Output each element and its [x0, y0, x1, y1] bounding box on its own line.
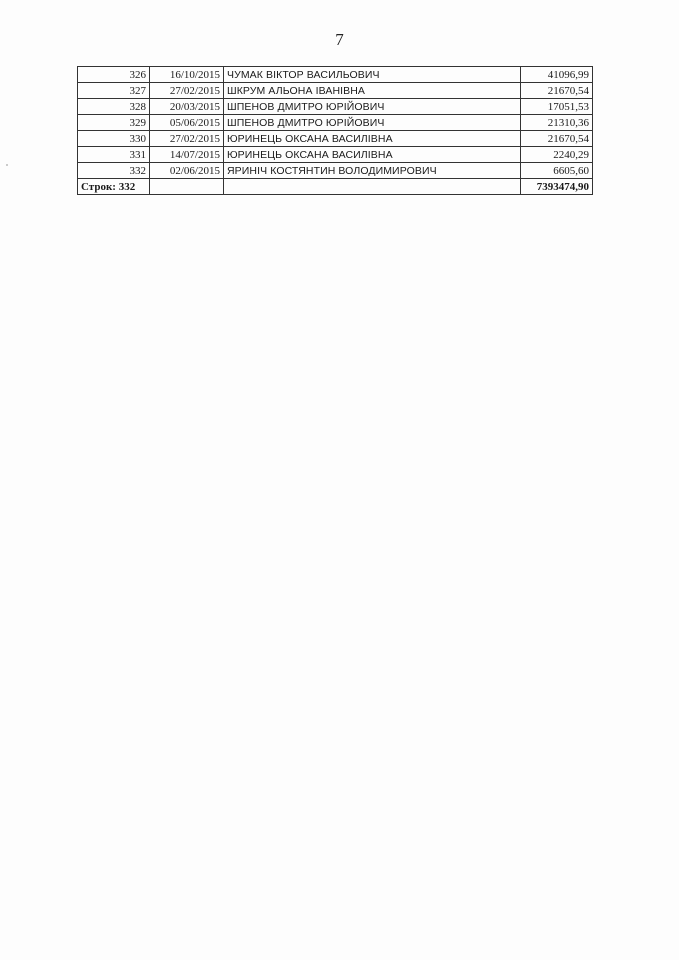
- row-number-cell: 331: [78, 147, 150, 163]
- total-label-cell: Строк: 332: [78, 179, 150, 195]
- payments-table-body: [78, 67, 593, 195]
- row-name-cell: ЯРИНІЧ КОСТЯНТИН ВОЛОДИМИРОВИЧ: [223, 163, 520, 179]
- total-empty-date-cell: [149, 179, 223, 195]
- total-empty-name-cell: [223, 179, 520, 195]
- row-date-cell: 16/10/2015: [149, 67, 223, 83]
- row-date-cell: 20/03/2015: [149, 99, 223, 115]
- row-date-cell: 05/06/2015: [149, 115, 223, 131]
- row-name-cell: ШКРУМ АЛЬОНА ІВАНІВНА: [223, 83, 520, 99]
- payments-table: [77, 66, 593, 195]
- table-row: [78, 99, 593, 115]
- row-number-cell: 329: [78, 115, 150, 131]
- row-amount-cell: 21310,36: [521, 115, 593, 131]
- scan-speck: [6, 164, 8, 166]
- row-amount-cell: 6605,60: [521, 163, 593, 179]
- row-number-cell: 332: [78, 163, 150, 179]
- row-number-cell: 327: [78, 83, 150, 99]
- row-amount-cell: 41096,99: [521, 67, 593, 83]
- row-amount-cell: 17051,53: [521, 99, 593, 115]
- row-name-cell: ЧУМАК ВІКТОР ВАСИЛЬОВИЧ: [223, 67, 520, 83]
- table-row: [78, 147, 593, 163]
- row-date-cell: 14/07/2015: [149, 147, 223, 163]
- table-row: [78, 115, 593, 131]
- row-amount-cell: 21670,54: [521, 131, 593, 147]
- table-row: [78, 83, 593, 99]
- row-amount-cell: 2240,29: [521, 147, 593, 163]
- row-number-cell: 326: [78, 67, 150, 83]
- total-row: [78, 179, 593, 195]
- table-row: [78, 67, 593, 83]
- table-row: [78, 131, 593, 147]
- row-number-cell: 330: [78, 131, 150, 147]
- row-number-cell: 328: [78, 99, 150, 115]
- total-amount-cell: 7393474,90: [521, 179, 593, 195]
- row-date-cell: 27/02/2015: [149, 131, 223, 147]
- row-name-cell: ЮРИНЕЦЬ ОКСАНА ВАСИЛІВНА: [223, 147, 520, 163]
- page-number: 7: [335, 30, 344, 49]
- row-amount-cell: 21670,54: [521, 83, 593, 99]
- row-name-cell: ШПЕНОВ ДМИТРО ЮРІЙОВИЧ: [223, 115, 520, 131]
- row-name-cell: ШПЕНОВ ДМИТРО ЮРІЙОВИЧ: [223, 99, 520, 115]
- row-name-cell: ЮРИНЕЦЬ ОКСАНА ВАСИЛІВНА: [223, 131, 520, 147]
- row-date-cell: 27/02/2015: [149, 83, 223, 99]
- row-date-cell: 02/06/2015: [149, 163, 223, 179]
- table-row: [78, 163, 593, 179]
